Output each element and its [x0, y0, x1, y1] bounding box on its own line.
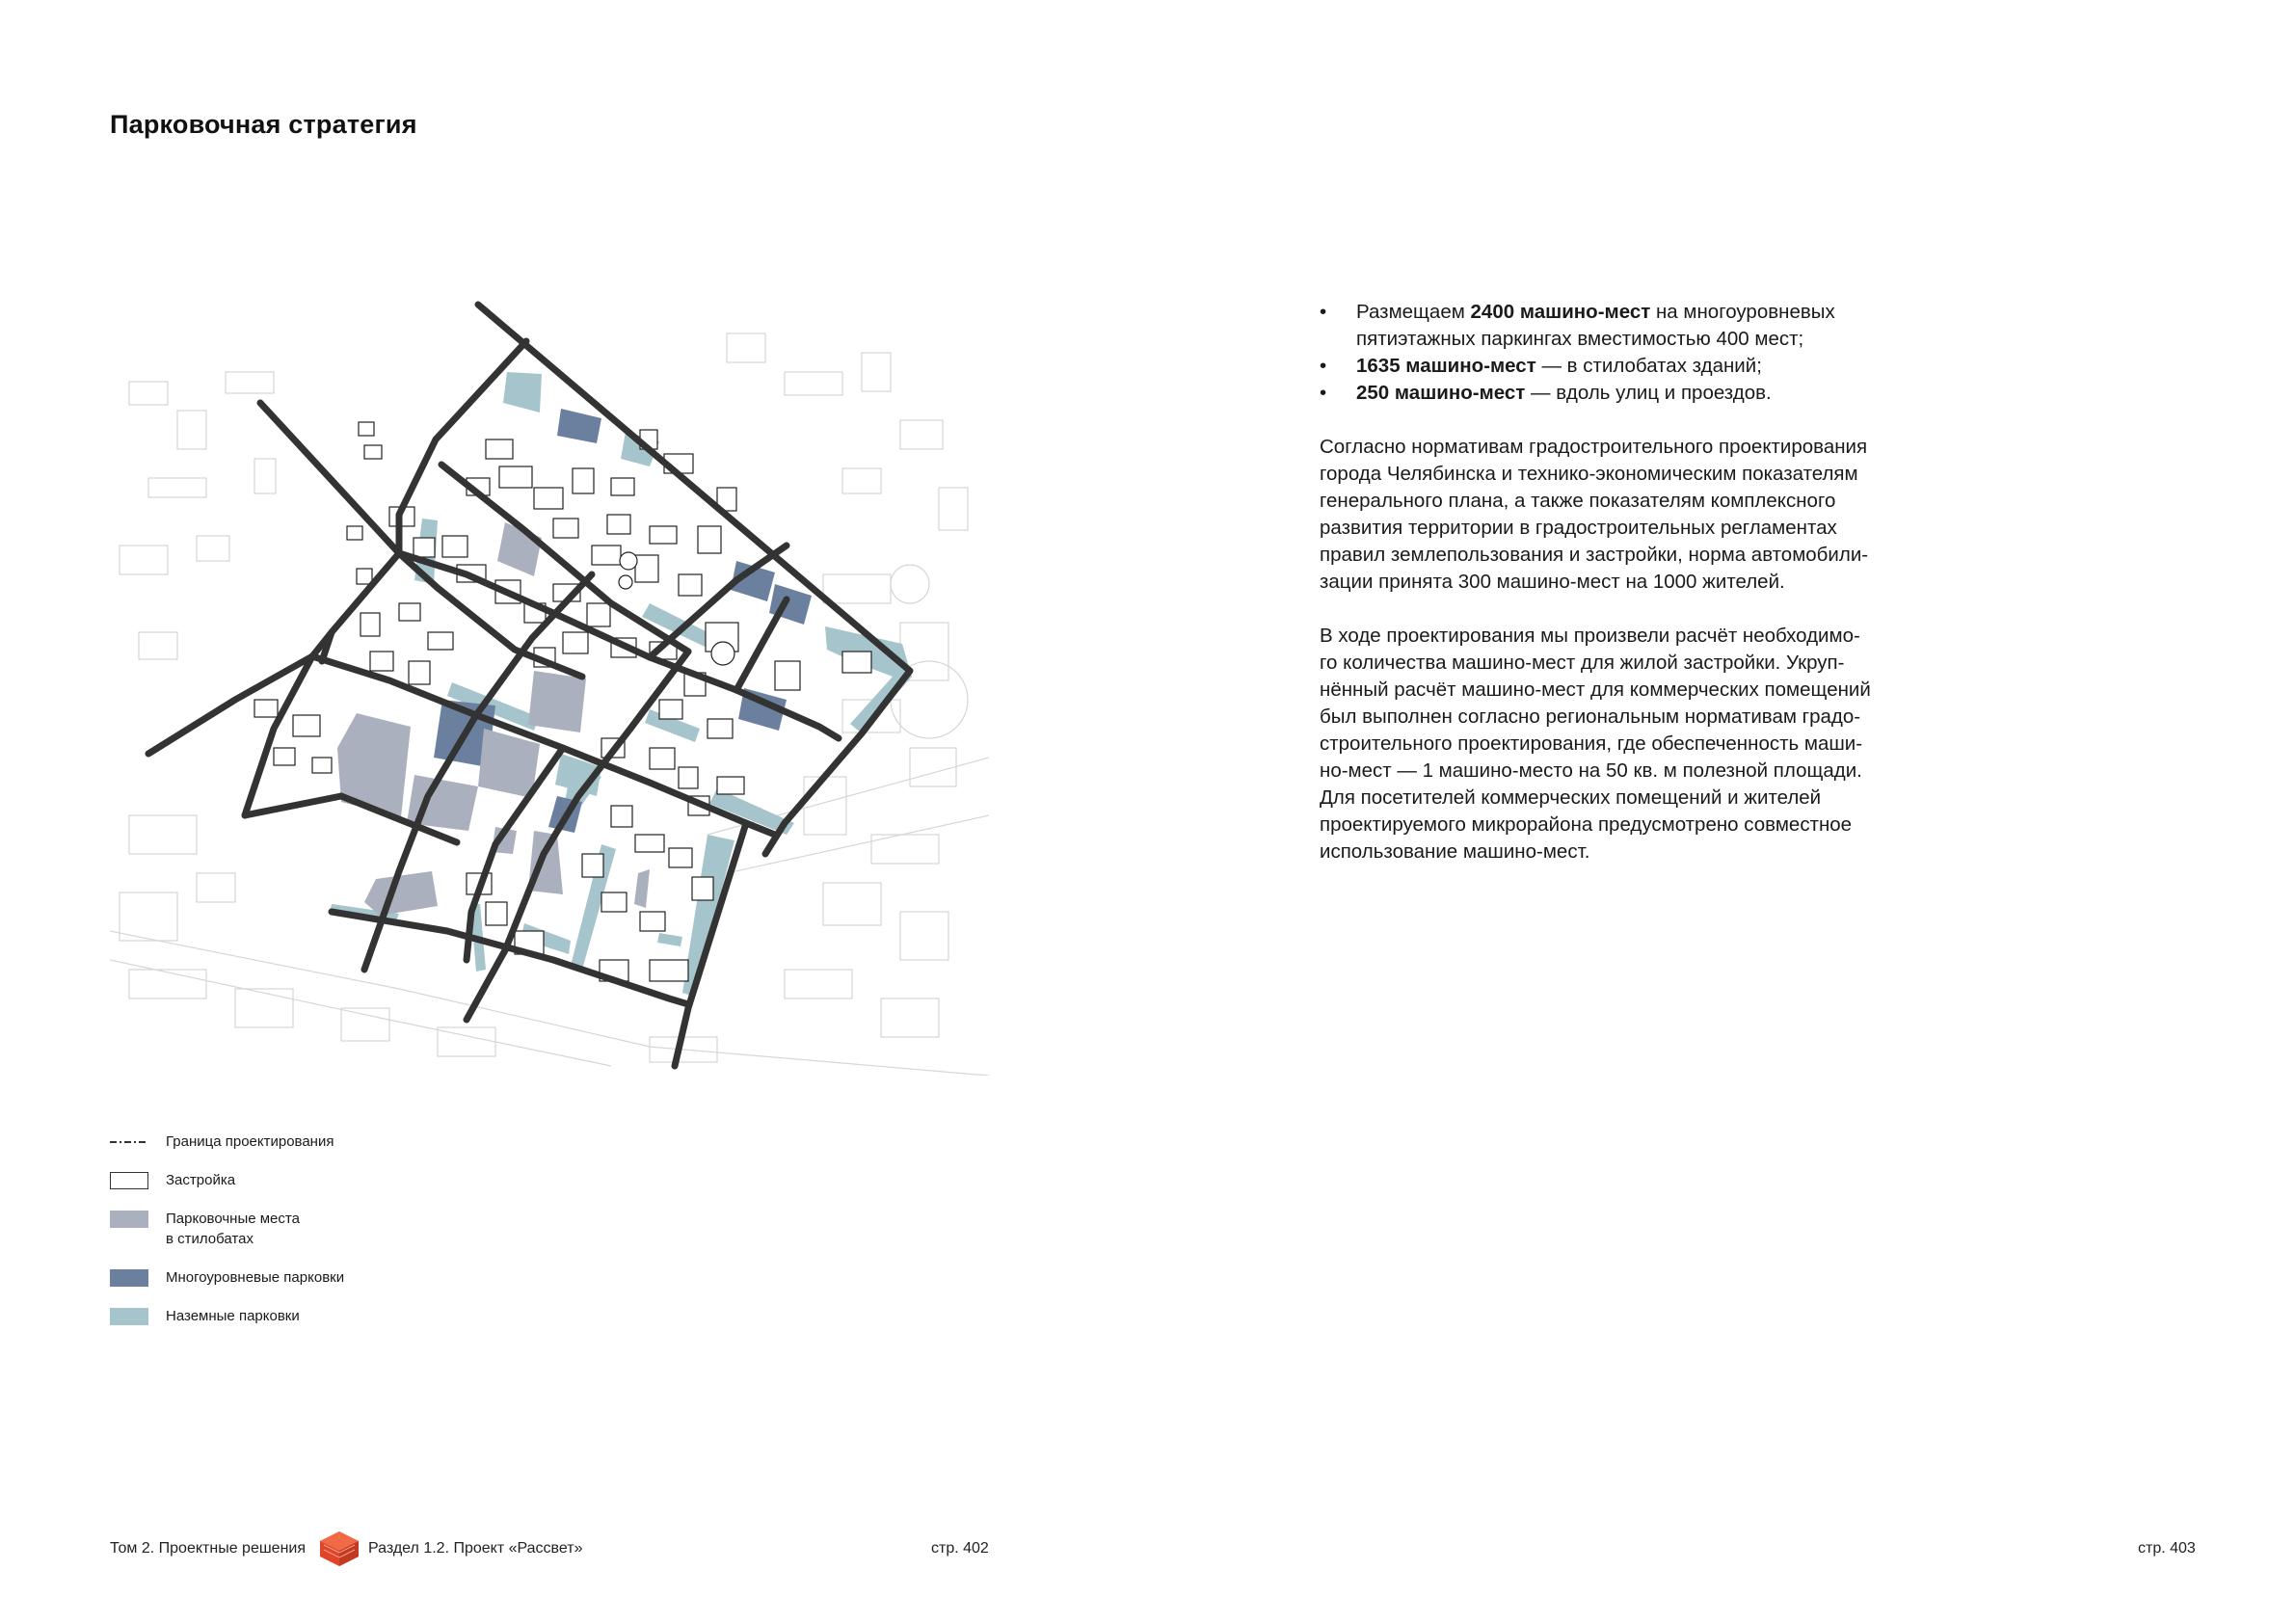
legend-label: Многоуровневые парковки [166, 1269, 345, 1286]
paragraph-calculation: В ходе проектирования мы произвели расчёт необходимо- го количества машино-мест для жилой застройки. Укруп- нённый расчёт машино-мест для коммерческих помещений был выполнен согласно региональным нормативам градо- строительного проектирования, где обеспеченность маши- но-мест — 1 машино-место на 50 кв. м полезной площади. Для посетителей коммерческих помещений и жителей проектируемого микрорайона предусмотрено совместное использование машино-мест. [1320, 625, 1871, 863]
ground-swatch-icon [110, 1308, 148, 1325]
footer-page-right: стр. 403 [2138, 1540, 2196, 1557]
paragraph-norms: Согласно нормативам градостроительного проектирования города Челябинска и технико-экономическим показателям генерального плана, а также показателям комплексного развития территории в градостроительных регламентах правил землепользования и застройки, норма автомобили- зации принята 300 машино-мест на 1000 жителей. [1320, 436, 1869, 593]
bullet-item: • 250 машино-мест — вдоль улиц и проездов. [1320, 380, 1956, 407]
legend-label: Застройка [166, 1172, 236, 1188]
legend-item-stylobate [110, 1211, 495, 1253]
building-swatch-icon [110, 1172, 148, 1189]
stylobate-swatch-icon [110, 1211, 148, 1228]
body-text [1320, 299, 1956, 865]
footer-volume: Том 2. Проектные решения [110, 1540, 307, 1557]
bullet-item: • 1635 машино-мест — в стилобатах зданий; [1320, 353, 1956, 380]
site-plan-map [110, 295, 989, 1076]
parking-bullets [1320, 299, 1956, 407]
boundary-line-icon [110, 1133, 148, 1151]
legend-label: Граница проектирования [166, 1133, 334, 1150]
multilevel-swatch-icon [110, 1269, 148, 1287]
legend-label: Парковочные места в стилобатах [166, 1211, 300, 1247]
footer-page-left: стр. 402 [931, 1540, 989, 1557]
legend-label: Наземные парковки [166, 1308, 300, 1324]
legend-item-ground [110, 1308, 495, 1350]
bullet-item: • Размещаем 2400 машино-мест на многоуровневых пятиэтажных паркингах вместимостью 400 мест; [1320, 299, 1956, 353]
footer-section: Раздел 1.2. Проект «Рассвет» [368, 1540, 583, 1557]
page-title: Парковочная стратегия [110, 110, 417, 139]
project-logo-icon [318, 1530, 360, 1568]
